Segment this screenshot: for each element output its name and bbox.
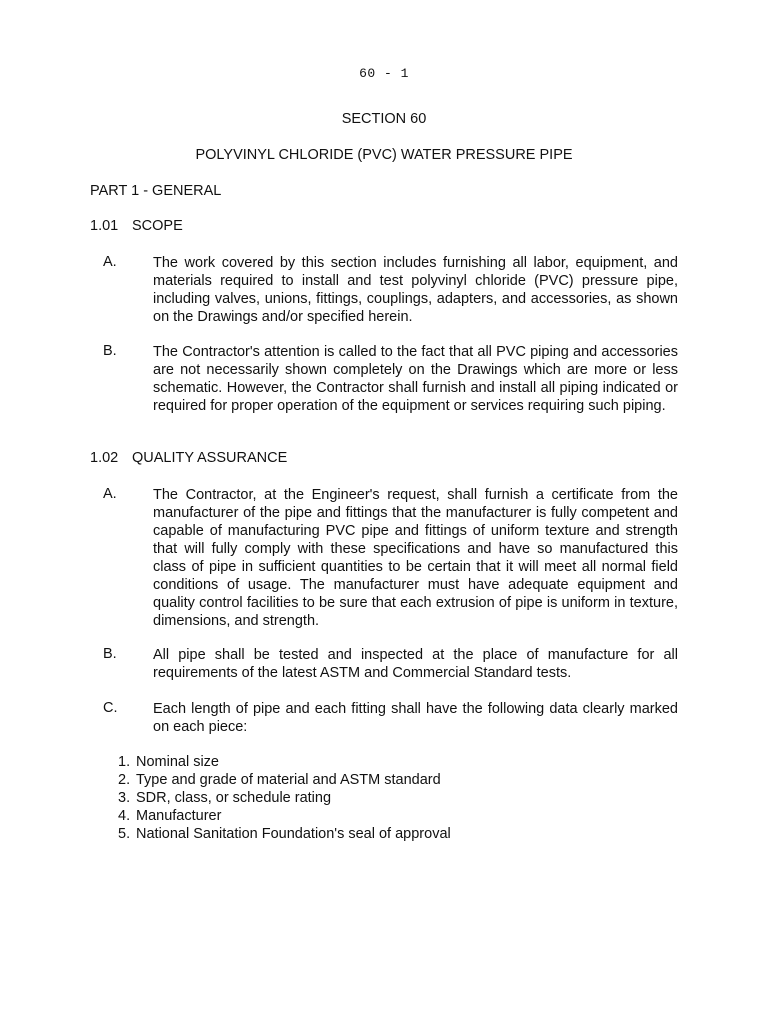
quality-title: QUALITY ASSURANCE (132, 450, 288, 466)
paragraph-text: The Contractor's attention is called to the fact that all PVC piping and accessories are not necessarily shown completely on the Drawings which are more or less schematic. However, the Contractor shall furnish and install all piping indicated or required for proper operation of the equipment or services requiring such piping. (153, 344, 678, 414)
quality-paragraph-a (90, 486, 678, 630)
paragraph-letter: B. (103, 646, 117, 662)
part-heading: PART 1 - GENERAL (90, 183, 222, 199)
scope-title: SCOPE (132, 218, 183, 234)
scope-heading (90, 218, 183, 234)
quality-paragraph-c (90, 700, 678, 736)
list-item: 2. Type and grade of material and ASTM standard (118, 772, 441, 788)
quality-paragraph-b (90, 646, 678, 682)
paragraph-letter: A. (103, 486, 117, 502)
quality-heading (90, 450, 287, 466)
quality-number: 1.02 (90, 450, 119, 466)
section-title: SECTION 60 (341, 111, 427, 127)
list-item: 5. National Sanitation Foundation's seal of approval (118, 826, 451, 842)
paragraph-text: The Contractor, at the Engineer's request, shall furnish a certificate from the manufacturer of the pipe and fittings that the manufacturer is fully competent and capable of manufacturing PVC pipe and fittings of uniform texture and strength that will fully comply with these specifications and have so manufactured this class of pipe in sufficient quantities to be certain that it will meet all normal field conditions of usage. The manufacturer must have adequate equipment and quality control facilities to be sure that each extrusion of pipe is uniform in texture, dimensions, and strength. (153, 487, 678, 629)
scope-paragraph-a (90, 254, 678, 326)
list-item: 1. Nominal size (118, 754, 219, 770)
scope-number: 1.01 (90, 218, 119, 234)
paragraph-text: The work covered by this section includes furnishing all labor, equipment, and materials required to install and test polyvinyl chloride (PVC) pressure pipe, including valves, unions, fittings, couplings, adapters, and accessories, as shown on the Drawings and/or specified herein. (153, 255, 678, 325)
page-number: 60 - 1 (359, 66, 409, 81)
marking-list (118, 753, 451, 843)
scope-paragraph-b (90, 343, 678, 415)
paragraph-text: All pipe shall be tested and inspected at the place of manufacture for all requirements of the latest ASTM and Commercial Standard tests. (153, 647, 678, 681)
paragraph-letter: C. (103, 700, 118, 716)
paragraph-text: Each length of pipe and each fitting shall have the following data clearly marked on each piece: (153, 701, 678, 735)
paragraph-letter: B. (103, 343, 117, 359)
paragraph-letter: A. (103, 254, 117, 270)
document-title: POLYVINYL CHLORIDE (PVC) WATER PRESSURE PIPE (195, 147, 573, 163)
list-item: 3. SDR, class, or schedule rating (118, 790, 332, 806)
list-item: 4. Manufacturer (118, 808, 222, 824)
